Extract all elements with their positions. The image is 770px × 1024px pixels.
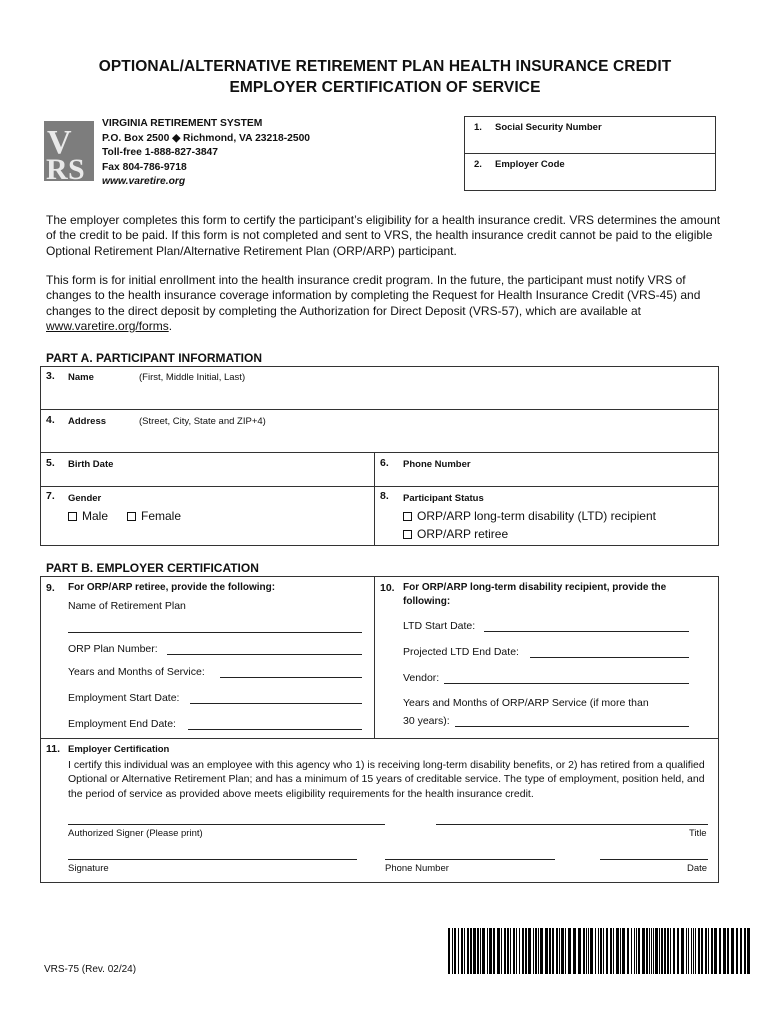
- ltd-end-label: Projected LTD End Date:: [403, 646, 519, 658]
- date-input[interactable]: [600, 859, 708, 860]
- checkbox-icon[interactable]: [403, 512, 412, 521]
- intro-paragraph-2: [46, 273, 722, 334]
- employer-code-label: Employer Code: [495, 159, 565, 170]
- part-a-heading: PART A. PARTICIPANT INFORMATION: [46, 351, 262, 365]
- intro-paragraph-1: The employer completes this form to certify the participant’s eligibility for a health insurance credit. VRS determines the amount of the credit to be paid. If this form is not completed and sent to VRS, the health insurance credit cannot be paid to the eligible Optional Retirement Plan/Alternative Retirement Plan (ORP/ARP) participant.: [46, 213, 721, 258]
- vendor-input[interactable]: [444, 683, 689, 684]
- q9-label: For ORP/ARP retiree, provide the following:: [68, 582, 276, 593]
- signer-phone-label: Phone Number: [385, 863, 449, 874]
- gender-label: Gender: [68, 493, 102, 504]
- id-box: [464, 116, 716, 191]
- phone-number-number: 6.: [380, 457, 389, 469]
- org-fax: Fax 804-786-9718: [102, 161, 187, 173]
- svg-text:S: S: [68, 153, 85, 181]
- part-b-heading: PART B. EMPLOYER CERTIFICATION: [46, 561, 259, 575]
- gender-female-label: Female: [141, 509, 182, 523]
- name-hint: (First, Middle Initial, Last): [139, 372, 246, 383]
- q11-label: Employer Certification: [68, 744, 170, 755]
- orp-years-label-line2: 30 years):: [403, 715, 450, 727]
- org-info: [102, 117, 310, 190]
- divider: [374, 576, 375, 738]
- status-ltd-option[interactable]: [403, 509, 656, 523]
- checkbox-icon[interactable]: [68, 512, 77, 521]
- years-service-input[interactable]: [220, 677, 362, 678]
- employment-start-label: Employment Start Date:: [68, 692, 180, 704]
- q10-label-line1: For ORP/ARP long-term disability recipient, provide the: [403, 582, 667, 593]
- birth-date-number: 5.: [46, 457, 55, 469]
- vendor-label: Vendor:: [403, 672, 440, 684]
- plan-name-label: Name of Retirement Plan: [68, 600, 186, 612]
- org-website: www.varetire.org: [102, 176, 186, 188]
- phone-label: Phone Number: [403, 459, 471, 470]
- form-title-line2: EMPLOYER CERTIFICATION OF SERVICE: [229, 79, 541, 96]
- employer-code-field[interactable]: [465, 154, 715, 191]
- address-number: 4.: [46, 414, 55, 426]
- q10-number: 10.: [380, 582, 395, 594]
- status-number: 8.: [380, 490, 389, 502]
- employment-end-input[interactable]: [188, 729, 362, 730]
- name-number: 3.: [46, 370, 55, 382]
- status-retiree-label: ORP/ARP retiree: [417, 527, 509, 541]
- svg-text:V: V: [47, 124, 72, 161]
- signer-phone-input[interactable]: [385, 859, 555, 860]
- gender-number: 7.: [46, 490, 55, 502]
- org-tollfree: Toll-free 1-888-827-3847: [102, 147, 218, 159]
- forms-link[interactable]: www.varetire.org/forms: [46, 318, 169, 333]
- name-label: Name: [68, 372, 94, 383]
- form-title-line1: OPTIONAL/ALTERNATIVE RETIREMENT PLAN HEALTH INSURANCE CREDIT: [98, 58, 672, 75]
- ssn-label: Social Security Number: [495, 122, 602, 133]
- plan-name-input[interactable]: [68, 632, 362, 633]
- address-hint: (Street, City, State and ZIP+4): [139, 416, 266, 427]
- q10-label-line2: following:: [403, 596, 451, 607]
- ltd-start-label: LTD Start Date:: [403, 620, 476, 632]
- gender-female-option[interactable]: [127, 509, 181, 523]
- barcode: [448, 928, 752, 974]
- birth-date-label: Birth Date: [68, 459, 114, 470]
- status-label: Participant Status: [403, 493, 484, 504]
- orp-years-input[interactable]: [455, 726, 689, 727]
- status-retiree-option[interactable]: [403, 527, 508, 541]
- plan-number-label: ORP Plan Number:: [68, 643, 158, 655]
- gender-male-option[interactable]: [68, 509, 108, 523]
- checkbox-icon[interactable]: [403, 530, 412, 539]
- date-label: Date: [687, 863, 708, 874]
- plan-number-input[interactable]: [167, 654, 362, 655]
- intro-p2-end: .: [168, 318, 173, 333]
- gender-male-label: Male: [82, 509, 109, 523]
- title-label: Title: [689, 828, 707, 839]
- employment-end-label: Employment End Date:: [68, 718, 176, 730]
- vrs-logo: [44, 121, 94, 181]
- checkbox-icon[interactable]: [127, 512, 136, 521]
- status-ltd-label: ORP/ARP long-term disability (LTD) recipient: [417, 509, 656, 523]
- ssn-field[interactable]: [465, 117, 715, 154]
- title-input[interactable]: [436, 824, 708, 825]
- q9-number: 9.: [46, 582, 55, 594]
- orp-years-label-line1: Years and Months of ORP/ARP Service (if more than: [403, 697, 649, 709]
- ltd-start-input[interactable]: [484, 631, 689, 632]
- org-name: VIRGINIA RETIREMENT SYSTEM: [102, 118, 263, 129]
- employer-code-number: 2.: [474, 159, 482, 170]
- address-label: Address: [68, 416, 107, 427]
- svg-text:R: R: [46, 153, 68, 181]
- certification-text: I certify this individual was an employee with this agency who 1) is receiving long-term disability benefits, or 2) has retired from a qualified Optional or Alternative Retirement Plan; and has a minimum of 15 years of creditable service. The type of employment, position held, and the period of service as provided above meets eligibility requirements for the health insurance credit.: [68, 759, 705, 800]
- org-address: P.O. Box 2500 ◆ Richmond, VA 23218-2500: [102, 132, 311, 144]
- signature-label: Signature: [68, 863, 109, 874]
- intro-p2-text: This form is for initial enrollment into the health insurance credit program. In the future, the participant must notify VRS of changes to the health insurance coverage information by completing the Request for Health Insurance Credit (VRS-45) and changes to the direct deposit by completing the Authorization for Direct Deposit (VRS-57), which are available at: [46, 273, 701, 318]
- divider: [40, 738, 719, 739]
- authorized-signer-input[interactable]: [68, 824, 385, 825]
- q11-number: 11.: [46, 743, 61, 755]
- ltd-end-input[interactable]: [530, 657, 689, 658]
- employment-start-input[interactable]: [190, 703, 362, 704]
- ssn-number: 1.: [474, 122, 482, 133]
- form-id: VRS-75 (Rev. 02/24): [44, 964, 137, 975]
- signature-input[interactable]: [68, 859, 357, 860]
- authorized-signer-label: Authorized Signer (Please print): [68, 828, 203, 839]
- years-service-label: Years and Months of Service:: [68, 666, 205, 678]
- divider: [40, 486, 719, 487]
